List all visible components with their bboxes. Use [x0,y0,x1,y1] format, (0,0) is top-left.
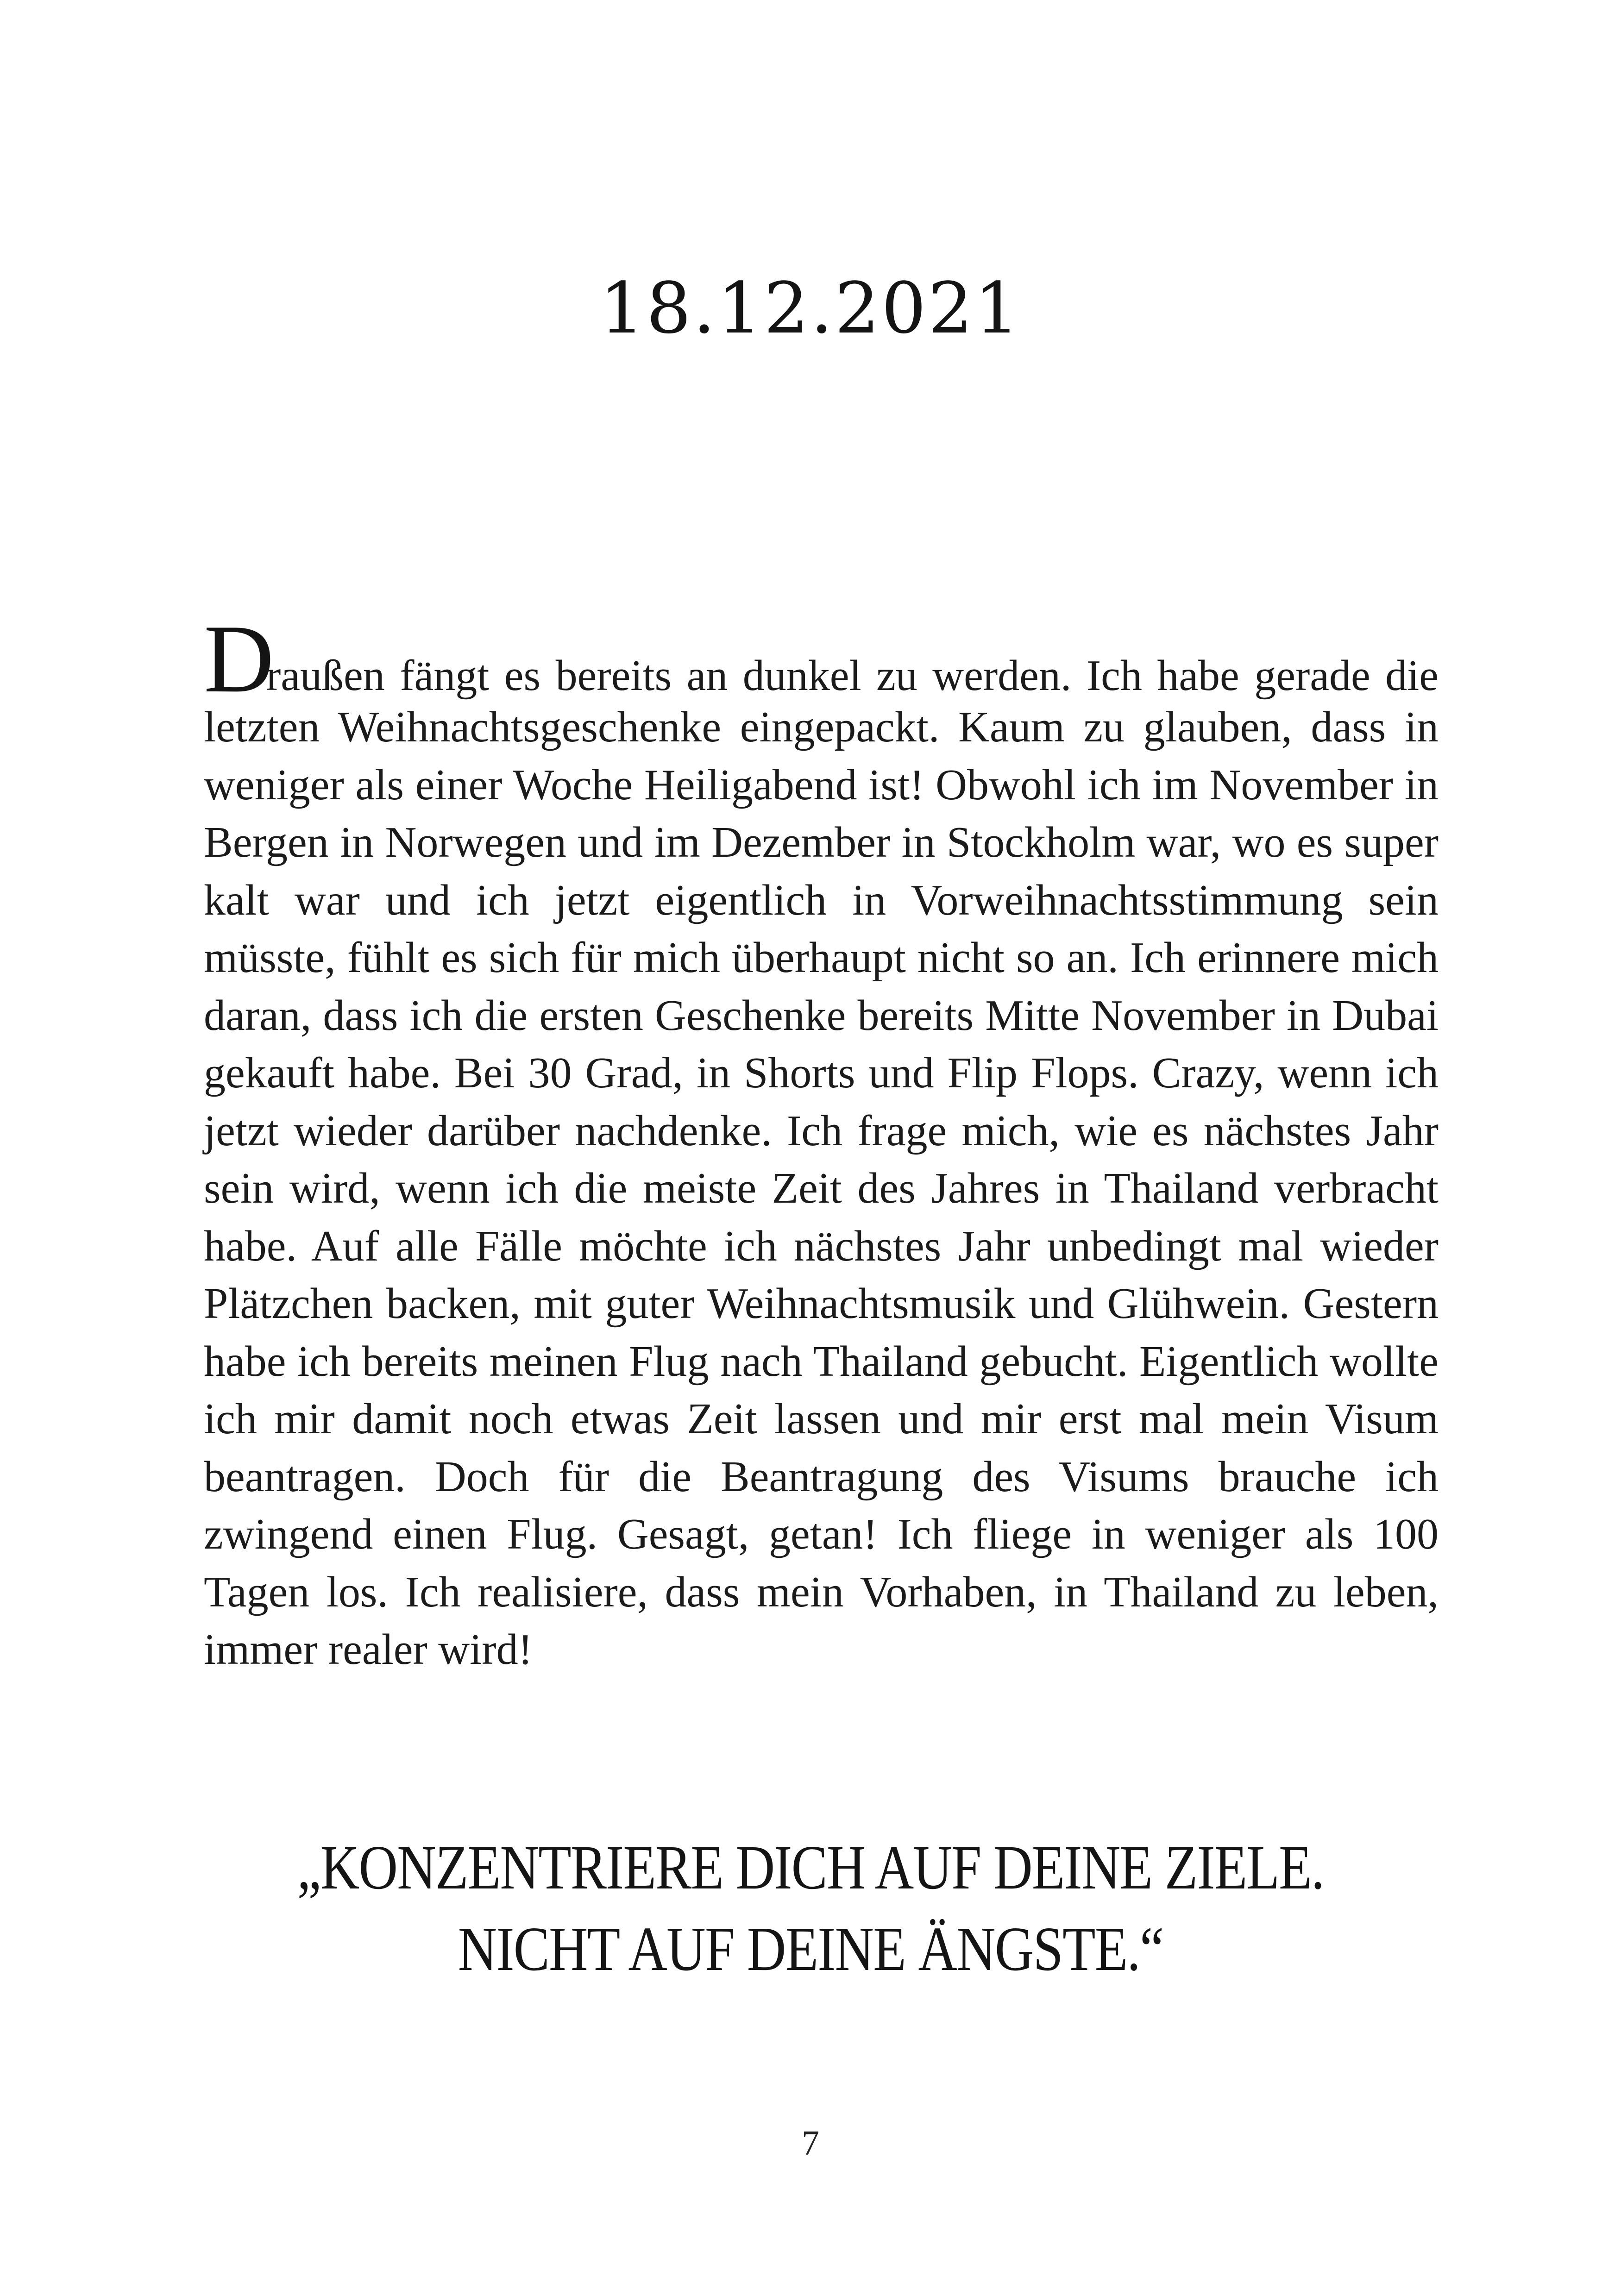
body-paragraph: letzten Weihnachtsgeschenke eingepackt. Kaum zu glauben, dass in weniger als einer Woche Heiligabend ist! Obwohl ich im November in Bergen in Norwegen und im Dezember in Stockholm war, wo es super kalt war und ich jetzt eigentlich in Vorweihnachtsstimmung sein müsste, fühlt es sich für mich überhaupt nicht so an. Ich erinnere mich daran, dass ich die ersten Geschenke bereits Mitte November in Dubai gekauft habe. Bei 30 Grad, in Shorts und Flip Flops. Crazy, wenn ich jetzt wieder darüber nachdenke. Ich frage mich, wie es nächstes Jahr sein wird, wenn ich die meiste Zeit des Jahres in Thailand verbracht habe. Auf alle Fälle möchte ich nächstes Jahr unbedingt mal wieder Plätzchen backen, mit guter Weihnachtsmusik und Glühwein. Gestern habe ich bereits meinen Flug nach Thailand gebucht. Eigentlich wollte ich mir damit noch etwas Zeit lassen und mir erst mal mein Visum beantragen. Doch für die Beantragung des Visums brauche ich zwingend einen Flug. Gesagt, getan! Ich fliege in weniger als 100 Tagen los. Ich realisiere, dass mein Vorhaben, in Thailand zu leben, immer realer wird! [204,703,1439,1674]
quote-block [113,1827,1508,1990]
quote-line-1: „KONZENTRIERE DICH AUF DEINE ZIELE. [297,1833,1324,1902]
diary-entry [204,605,1439,1679]
quote-line-2: NICHT AUF DEINE ÄNGSTE.“ [458,1914,1163,1984]
first-line [204,605,1439,713]
page-number: 7 [802,2124,819,2163]
date-heading: 18.12.2021 [599,267,1022,349]
drop-cap: D [204,605,274,713]
first-line-text: raußen fängt es bereits an dunkel zu werden. Ich habe gerade die [266,652,1439,700]
